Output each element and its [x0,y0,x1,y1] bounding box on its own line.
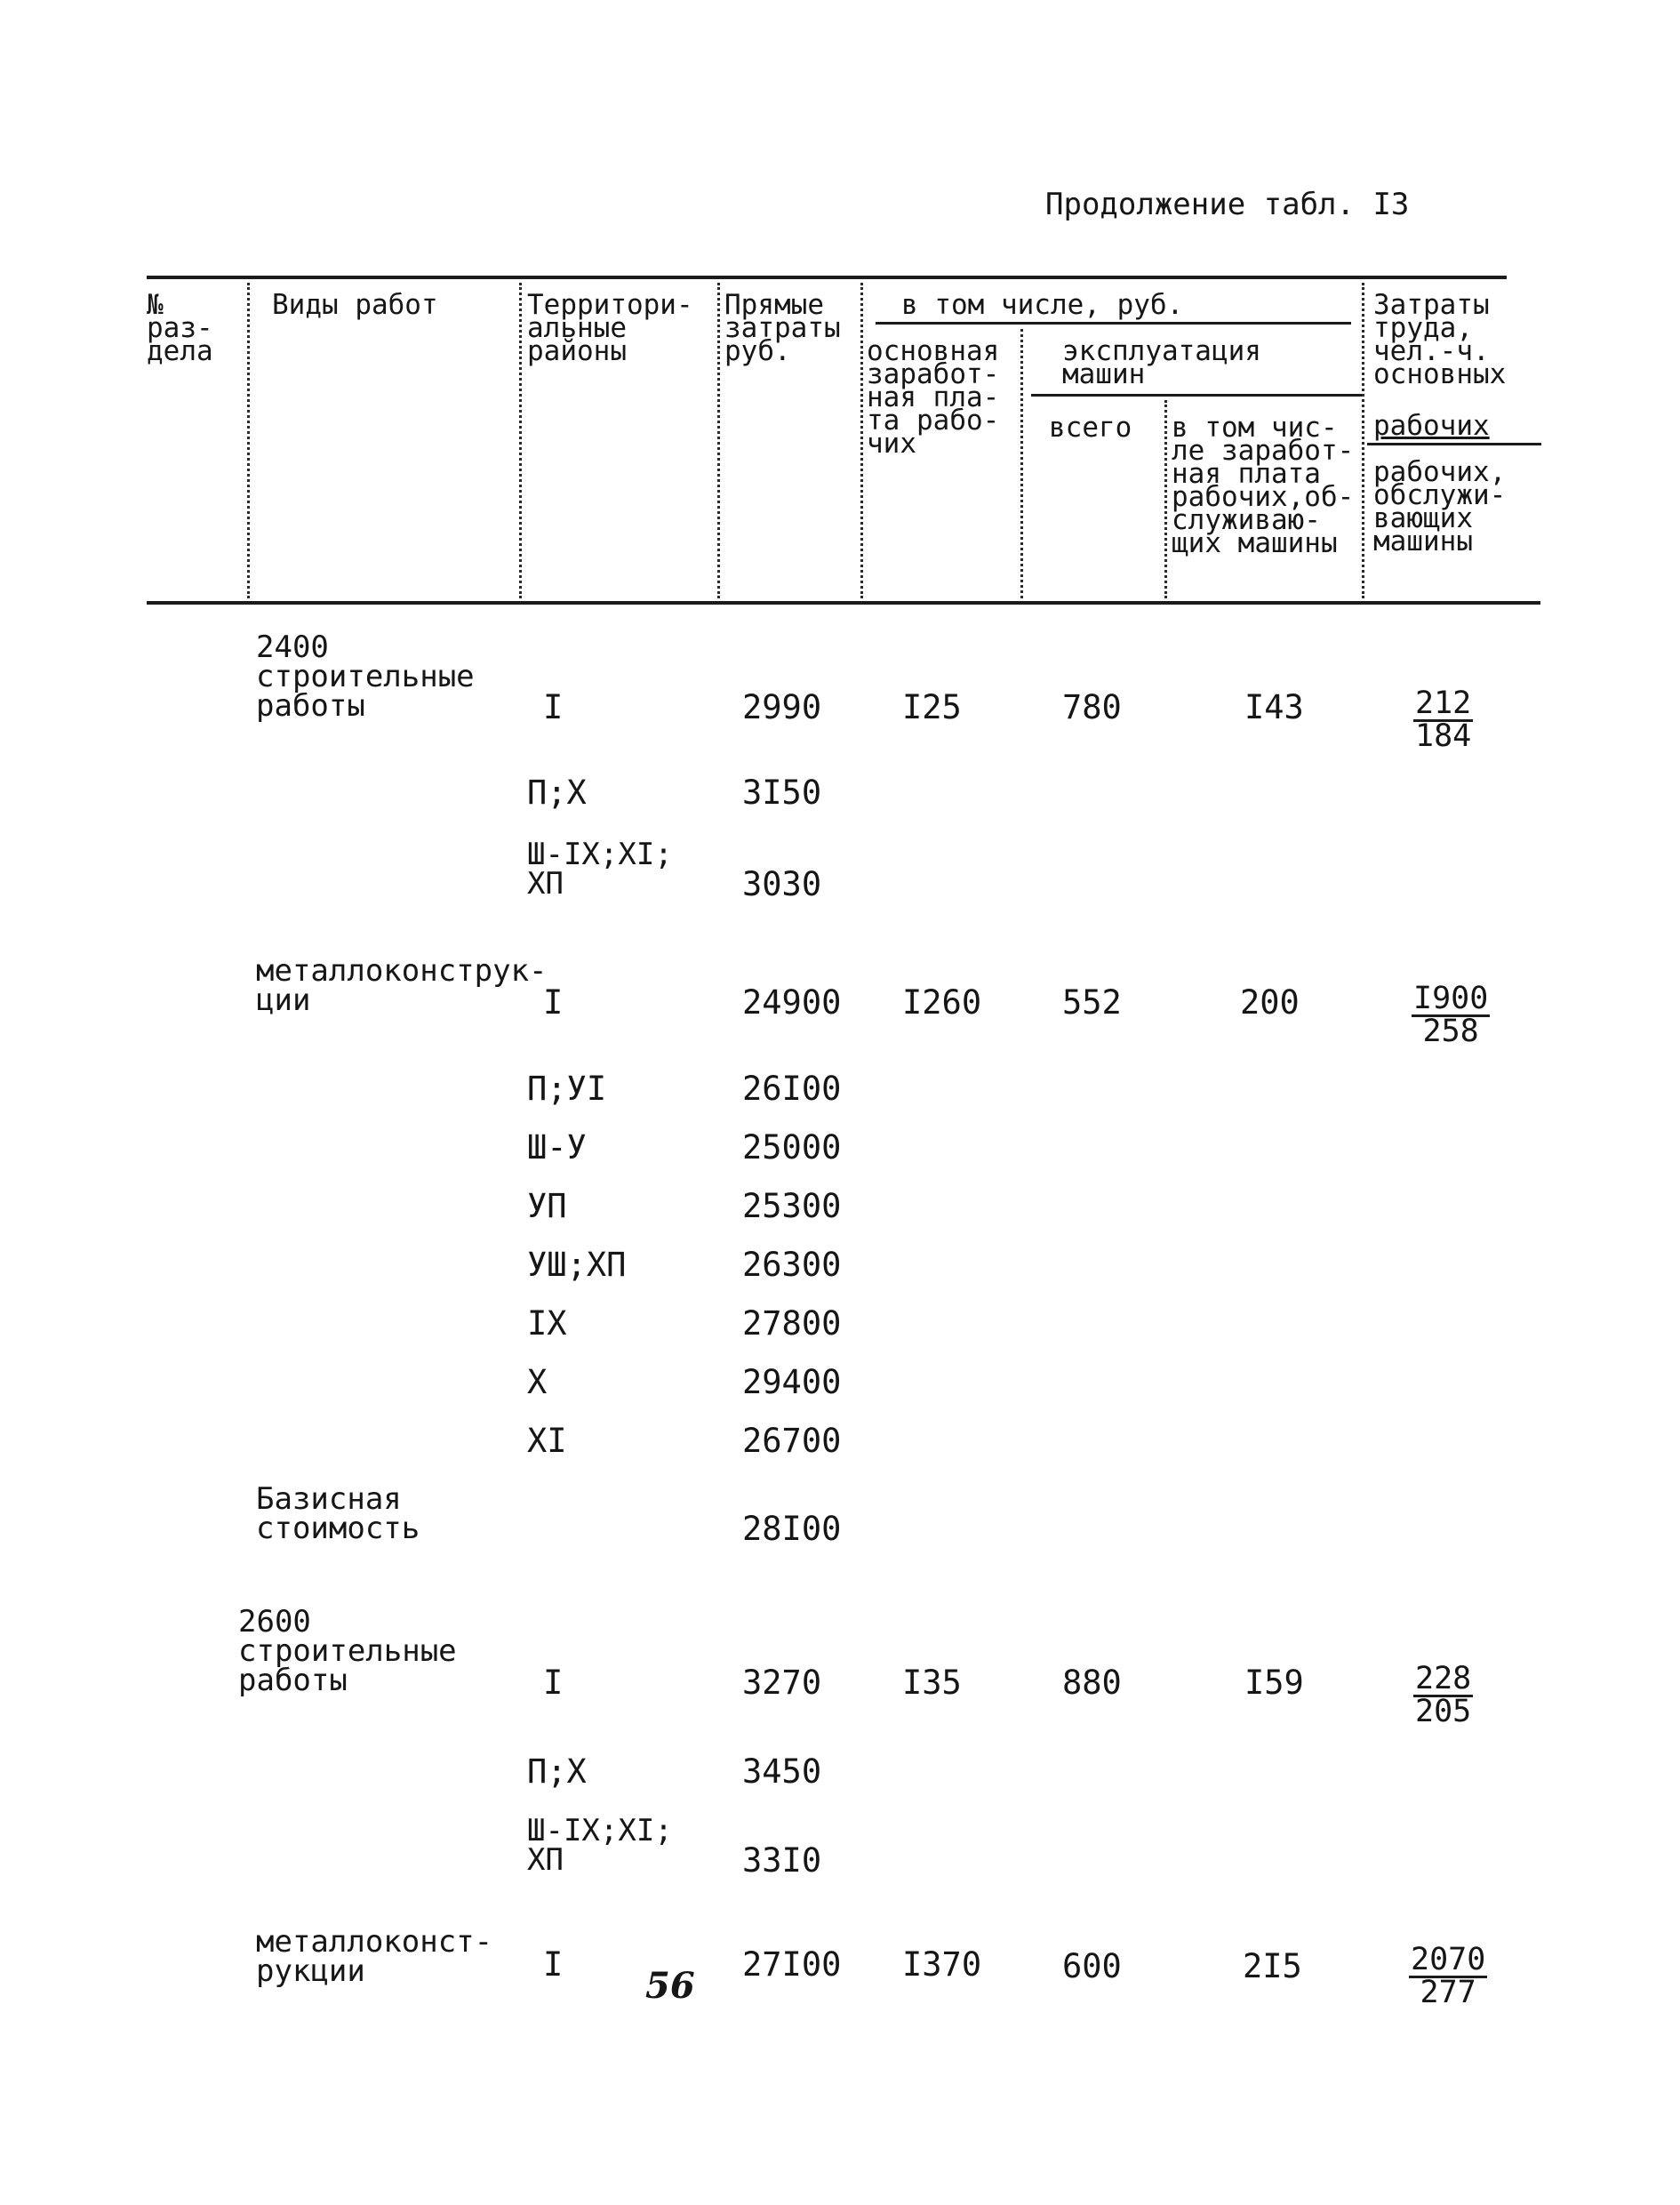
labor-machine-workers: 277 [1420,1975,1476,2010]
labor-fraction [1413,686,1473,754]
direct-cost-cell: 2990 [742,688,822,726]
region-cell: I [543,688,564,726]
base-wage-cell: I25 [902,688,962,726]
direct-cost-cell: 24900 [742,983,842,1022]
region-cell: Ш-IX;XI; XП [527,1813,673,1878]
group-underline [876,322,1351,325]
exploitation-underline [1031,394,1362,397]
direct-cost-cell: 3450 [742,1752,822,1791]
header-labor-workers: рабочих [1373,410,1490,442]
region-cell: I [543,983,564,1022]
header-labor-bottom: рабочих, обслужи- вающих машины [1373,456,1507,557]
page-number: 56 [645,1965,695,2007]
header-separator-4 [860,283,863,598]
header-separator-6 [1164,400,1167,598]
region-cell: I [543,1664,564,1702]
header-exploitation-wage: в том чис- ле заработ- ная плата рабочих,об- служиваю- щих машины [1172,412,1355,559]
exploitation-wage-cell: 200 [1240,983,1300,1022]
labor-machine-workers: 258 [1422,1014,1479,1049]
region-cell: I [543,1945,564,1984]
header-separator-2 [519,283,522,598]
header-section-number: № раз- дела [147,289,213,367]
region-cell: IX [527,1304,567,1343]
region-cell: Х [527,1363,548,1401]
direct-cost-cell: 27I00 [742,1945,842,1984]
exploitation-wage-cell: I59 [1244,1664,1304,1702]
table-caption: Продолжение табл. I3 [1045,187,1410,222]
labor-divider [1367,443,1541,445]
direct-cost-cell: 26300 [742,1246,842,1284]
header-bottom-rule [147,601,1540,605]
region-cell: Ш-У [527,1128,587,1167]
base-wage-cell: I260 [902,983,982,1022]
direct-cost-cell: 3I50 [742,774,822,812]
work-type-cell: металлоконструк- ции [256,953,548,1018]
labor-machine-workers: 205 [1415,1694,1472,1729]
work-type-cell: металлоконст- рукции [256,1924,493,1989]
header-separator-3 [717,283,720,598]
header-labor-top: Затраты труда, чел.-ч. основных [1373,289,1507,390]
labor-main-workers: I900 [1413,981,1489,1016]
header-top-rule [147,276,1507,279]
base-wage-cell: I35 [902,1664,962,1702]
region-cell: УШ;ХП [527,1246,627,1284]
header-separator-7 [1362,283,1364,598]
header-base-wage: основная заработ- ная пла- та рабо- чих [867,335,1000,460]
exploitation-wage-cell: I43 [1244,688,1304,726]
direct-cost-cell: 28I00 [742,1510,842,1548]
work-type-cell: 2600 строительные работы [238,1604,457,1698]
direct-cost-cell: 25000 [742,1128,842,1167]
header-separator-1 [247,283,250,598]
region-cell: Ш-IX;XI; XП [527,837,673,902]
direct-cost-cell: 29400 [742,1363,842,1401]
header-separator-5 [1020,329,1023,598]
region-cell: П;УI [527,1070,607,1108]
labor-fraction [1413,1661,1473,1729]
direct-cost-cell: 3030 [742,865,822,903]
exploitation-total-cell: 780 [1062,688,1122,726]
header-work-type: Виды работ [272,289,438,321]
direct-cost-cell: 33I0 [742,1841,822,1880]
direct-cost-cell: 25300 [742,1187,842,1225]
region-cell: УП [527,1187,567,1225]
exploitation-total-cell: 880 [1062,1664,1122,1702]
direct-cost-cell: 26700 [742,1422,842,1460]
work-type-cell: 2400 строительные работы [256,629,475,724]
labor-machine-workers: 184 [1415,718,1472,754]
direct-cost-cell: 3270 [742,1664,822,1702]
exploitation-total-cell: 600 [1062,1947,1122,1985]
direct-cost-cell: 27800 [742,1304,842,1343]
exploitation-wage-cell: 2I5 [1243,1947,1302,1985]
header-machine-exploitation: эксплуатация машин [1062,335,1261,390]
header-regions: Территори- альные районы [527,289,693,367]
region-cell: П;Х [527,774,587,812]
header-direct-costs: Прямые затраты руб. [724,289,841,367]
work-type-cell: Базисная стоимость [256,1481,420,1546]
exploitation-total-cell: 552 [1062,983,1122,1022]
region-cell: П;Х [527,1752,587,1791]
labor-main-workers: 228 [1415,1661,1472,1696]
labor-main-workers: 2070 [1411,1942,1486,1977]
labor-fraction [1412,981,1490,1049]
region-cell: XI [527,1422,567,1460]
labor-fraction [1409,1942,1487,2010]
direct-cost-cell: 26I00 [742,1070,842,1108]
header-group-including: в том числе, руб. [901,289,1184,321]
base-wage-cell: I370 [902,1945,982,1984]
header-exploitation-total: всего [1049,412,1132,444]
labor-main-workers: 212 [1415,686,1472,721]
